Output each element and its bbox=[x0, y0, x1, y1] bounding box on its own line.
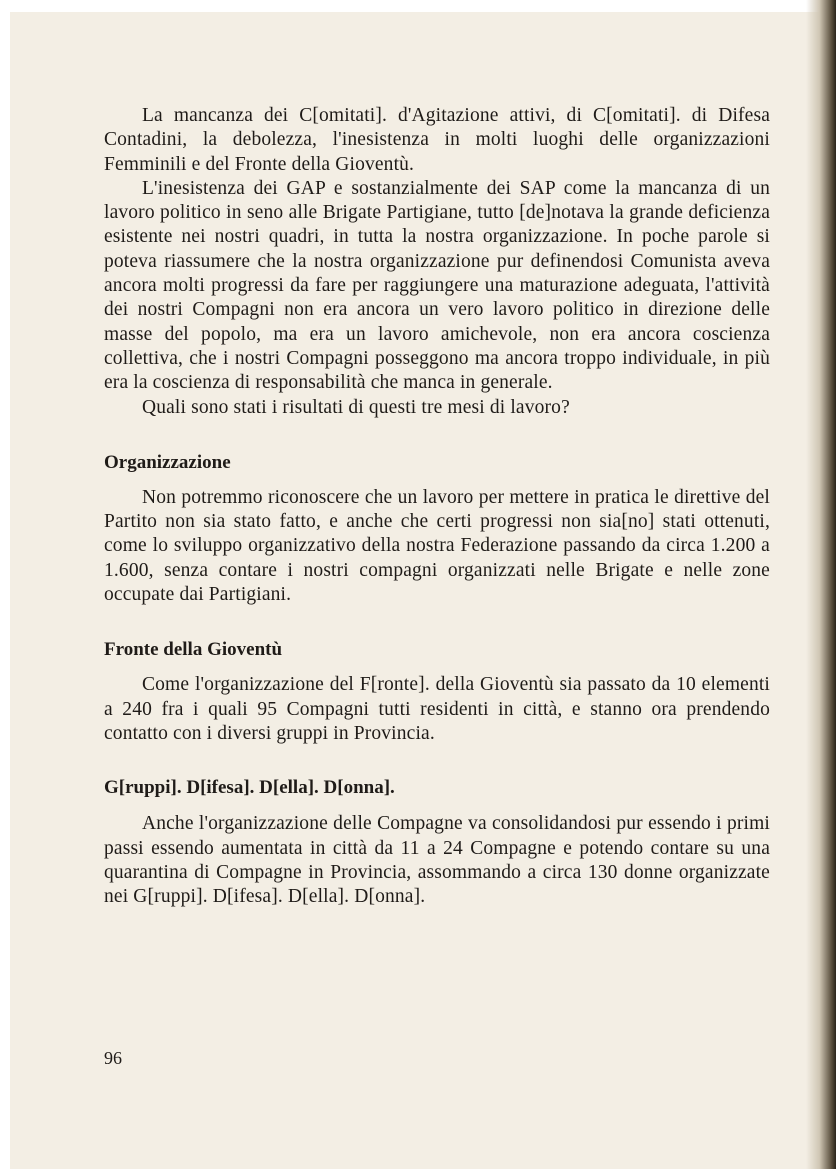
book-spine-shadow bbox=[806, 0, 836, 1169]
section-heading-fronte-gioventu: Fronte della Gioventù bbox=[104, 639, 283, 661]
page-number: 96 bbox=[104, 1048, 122, 1068]
section-heading-organizzazione: Organizzazione bbox=[104, 451, 231, 473]
paragraph-fronte-gioventu: Come l'organizzazione del F[ronte]. della Gioventù sia passato da 10 elementi a 240 fra i quali 95 Compagni tutti residenti in città, e stanno ora prendendo contatto con i diversi gruppi in Provincia. bbox=[104, 674, 770, 744]
paragraph-compagne: Anche l'organizzazione delle Compagne va consolidandosi pur essendo i primi passi essendo aumentata in città da 11 a 24 Compagne e potendo contare su una quarantina di Compagne in Provincia, assommando a circa 130 donne organizzate nei G[ruppi]. D[ifesa]. D[ella]. D[onna]. bbox=[104, 813, 770, 908]
scan-border-left bbox=[0, 0, 10, 1169]
page-body bbox=[104, 104, 770, 909]
paragraph-mancanza: La mancanza dei C[omitati]. d'Agitazione attivi, di C[omitati]. di Difesa Contadini, la debolezza, l'inesistenza in molti luoghi delle organizzazioni Femminili e del Fronte della Gioventù. bbox=[104, 105, 770, 175]
paragraph-organizzazione: Non potremmo riconoscere che un lavoro per mettere in pratica le direttive del Partito non sia stato fatto, e anche che certi progressi non sia[no] stati ottenuti, come lo sviluppo organizzativo della nostra Federazione passando da circa 1.200 a 1.600, senza contare i nostri compagni organizzati nelle Brigate e nelle zone occupate dai Partigiani. bbox=[104, 486, 770, 606]
scan-border-top bbox=[0, 0, 836, 12]
section-heading-gruppi-difesa-donna: G[ruppi]. D[ifesa]. D[ella]. D[onna]. bbox=[104, 777, 395, 799]
paragraph-risultati-question: Quali sono stati i risultati di questi tre mesi di lavoro? bbox=[142, 396, 570, 418]
paragraph-inesistenza: L'inesistenza dei GAP e sostanzialmente dei SAP come la mancanza di un lavoro politico in seno alle Brigate Partigiane, tutto [de]notava la grande deficienza esistente nei nostri quadri, in tutta la nostra organizzazione. In poche parole si poteva riassumere che la nostra organizzazione pur definendosi Comunista aveva ancora molti progressi da fare per raggiungere una maturazione adeguata, l'attività dei nostri Compagni non era ancora un vero lavoro politico in direzione delle masse del popolo, ma era un lavoro amichevole, non era ancora coscienza collettiva, che i nostri Compagni posseggono ma ancora troppo individuale, in più era la coscienza di responsabilità che manca in generale. bbox=[104, 177, 770, 394]
